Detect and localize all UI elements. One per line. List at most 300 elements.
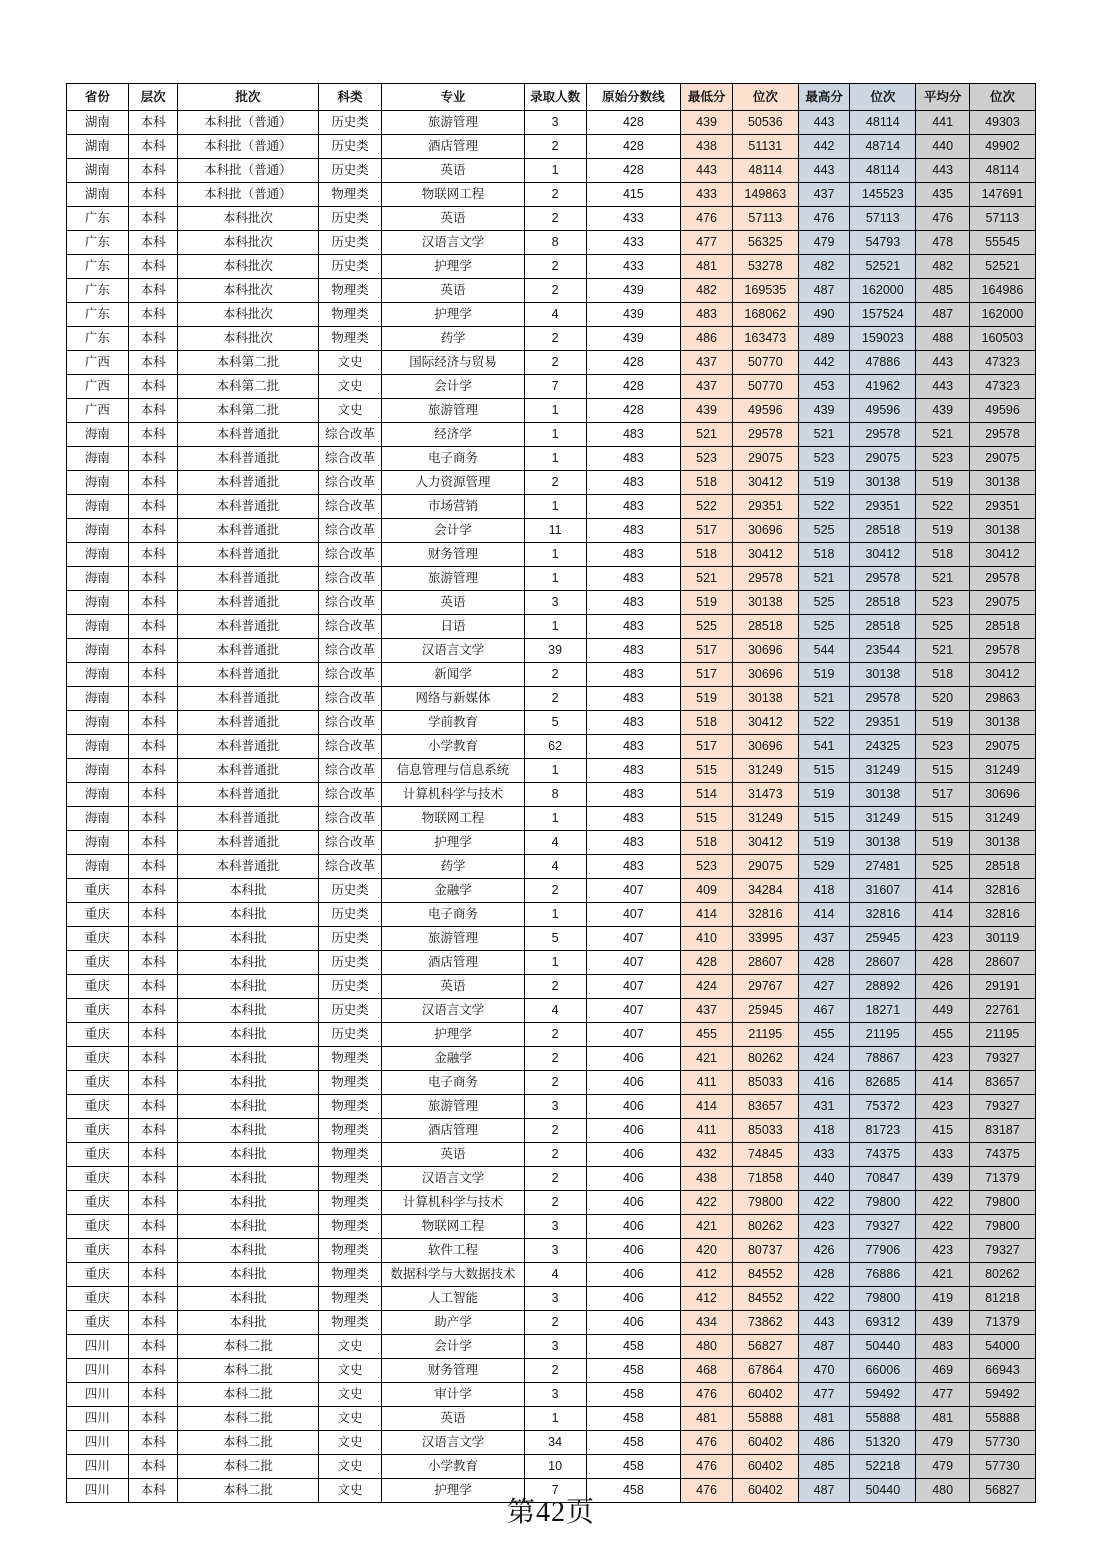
cell-raw-score-line: 458 bbox=[586, 1431, 681, 1455]
cell-avg-rank: 147691 bbox=[969, 183, 1035, 207]
cell-major: 人工智能 bbox=[382, 1287, 524, 1311]
cell-max-rank: 74375 bbox=[850, 1143, 916, 1167]
table-row bbox=[67, 711, 1036, 735]
cell-min-rank: 50770 bbox=[732, 351, 798, 375]
cell-level: 本科 bbox=[128, 1407, 177, 1431]
cell-min-score: 517 bbox=[681, 735, 733, 759]
cell-level: 本科 bbox=[128, 663, 177, 687]
cell-province: 海南 bbox=[67, 759, 129, 783]
cell-province: 广西 bbox=[67, 399, 129, 423]
cell-raw-score-line: 483 bbox=[586, 495, 681, 519]
cell-max-score: 525 bbox=[798, 519, 850, 543]
cell-raw-score-line: 439 bbox=[586, 303, 681, 327]
cell-raw-score-line: 483 bbox=[586, 567, 681, 591]
cell-major: 旅游管理 bbox=[382, 567, 524, 591]
cell-batch: 本科普通批 bbox=[178, 471, 318, 495]
cell-max-score: 439 bbox=[798, 399, 850, 423]
cell-major: 汉语言文学 bbox=[382, 1431, 524, 1455]
cell-level: 本科 bbox=[128, 375, 177, 399]
cell-raw-score-line: 458 bbox=[586, 1455, 681, 1479]
cell-level: 本科 bbox=[128, 1383, 177, 1407]
cell-category: 历史类 bbox=[318, 951, 382, 975]
cell-raw-score-line: 483 bbox=[586, 447, 681, 471]
table-row bbox=[67, 303, 1036, 327]
cell-min-score: 518 bbox=[681, 831, 733, 855]
cell-province: 湖南 bbox=[67, 135, 129, 159]
cell-province: 海南 bbox=[67, 711, 129, 735]
cell-max-score: 422 bbox=[798, 1191, 850, 1215]
cell-batch: 本科普通批 bbox=[178, 831, 318, 855]
cell-batch: 本科二批 bbox=[178, 1383, 318, 1407]
cell-min-score: 476 bbox=[681, 207, 733, 231]
cell-max-rank: 21195 bbox=[850, 1023, 916, 1047]
cell-province: 海南 bbox=[67, 423, 129, 447]
cell-province: 广东 bbox=[67, 231, 129, 255]
cell-avg-rank: 29075 bbox=[969, 591, 1035, 615]
cell-max-score: 426 bbox=[798, 1239, 850, 1263]
cell-avg-rank: 49303 bbox=[969, 111, 1035, 135]
cell-province: 湖南 bbox=[67, 111, 129, 135]
cell-admitted-count: 2 bbox=[524, 255, 586, 279]
cell-max-rank: 31249 bbox=[850, 759, 916, 783]
cell-max-rank: 162000 bbox=[850, 279, 916, 303]
cell-admitted-count: 1 bbox=[524, 951, 586, 975]
cell-max-rank: 29351 bbox=[850, 711, 916, 735]
cell-min-rank: 79800 bbox=[732, 1191, 798, 1215]
cell-avg-rank: 47323 bbox=[969, 375, 1035, 399]
cell-province: 海南 bbox=[67, 471, 129, 495]
cell-batch: 本科普通批 bbox=[178, 807, 318, 831]
cell-admitted-count: 1 bbox=[524, 159, 586, 183]
cell-max-score: 515 bbox=[798, 759, 850, 783]
cell-avg-score: 439 bbox=[916, 1311, 970, 1335]
cell-min-rank: 56325 bbox=[732, 231, 798, 255]
cell-level: 本科 bbox=[128, 1191, 177, 1215]
table-row bbox=[67, 567, 1036, 591]
cell-min-rank: 60402 bbox=[732, 1479, 798, 1503]
cell-min-rank: 50536 bbox=[732, 111, 798, 135]
cell-province: 四川 bbox=[67, 1383, 129, 1407]
cell-avg-rank: 29075 bbox=[969, 447, 1035, 471]
cell-max-rank: 28518 bbox=[850, 615, 916, 639]
cell-min-score: 480 bbox=[681, 1335, 733, 1359]
cell-raw-score-line: 433 bbox=[586, 207, 681, 231]
cell-max-rank: 25945 bbox=[850, 927, 916, 951]
cell-avg-rank: 164986 bbox=[969, 279, 1035, 303]
cell-min-rank: 28607 bbox=[732, 951, 798, 975]
cell-min-score: 521 bbox=[681, 567, 733, 591]
cell-batch: 本科批 bbox=[178, 1119, 318, 1143]
cell-avg-rank: 66943 bbox=[969, 1359, 1035, 1383]
cell-min-rank: 29075 bbox=[732, 855, 798, 879]
cell-category: 历史类 bbox=[318, 255, 382, 279]
cell-province: 海南 bbox=[67, 639, 129, 663]
cell-batch: 本科普通批 bbox=[178, 567, 318, 591]
cell-admitted-count: 4 bbox=[524, 999, 586, 1023]
cell-min-score: 517 bbox=[681, 519, 733, 543]
table-row bbox=[67, 903, 1036, 927]
cell-max-score: 440 bbox=[798, 1167, 850, 1191]
cell-avg-rank: 79800 bbox=[969, 1191, 1035, 1215]
cell-max-rank: 30138 bbox=[850, 831, 916, 855]
cell-max-rank: 50440 bbox=[850, 1479, 916, 1503]
cell-level: 本科 bbox=[128, 783, 177, 807]
cell-avg-rank: 48114 bbox=[969, 159, 1035, 183]
cell-category: 物理类 bbox=[318, 1191, 382, 1215]
table-row bbox=[67, 735, 1036, 759]
cell-province: 广东 bbox=[67, 255, 129, 279]
cell-raw-score-line: 483 bbox=[586, 735, 681, 759]
cell-raw-score-line: 428 bbox=[586, 135, 681, 159]
cell-level: 本科 bbox=[128, 303, 177, 327]
cell-max-rank: 28518 bbox=[850, 519, 916, 543]
table-row bbox=[67, 1143, 1036, 1167]
cell-province: 海南 bbox=[67, 807, 129, 831]
cell-level: 本科 bbox=[128, 279, 177, 303]
cell-province: 重庆 bbox=[67, 1311, 129, 1335]
cell-category: 文史 bbox=[318, 1455, 382, 1479]
table-header bbox=[67, 84, 1036, 111]
cell-admitted-count: 2 bbox=[524, 1143, 586, 1167]
cell-avg-rank: 80262 bbox=[969, 1263, 1035, 1287]
cell-raw-score-line: 428 bbox=[586, 375, 681, 399]
cell-level: 本科 bbox=[128, 1215, 177, 1239]
cell-province: 重庆 bbox=[67, 1047, 129, 1071]
cell-batch: 本科批 bbox=[178, 1239, 318, 1263]
cell-raw-score-line: 483 bbox=[586, 687, 681, 711]
cell-min-rank: 30696 bbox=[732, 663, 798, 687]
cell-batch: 本科批 bbox=[178, 927, 318, 951]
column-header-max-score: 最高分 bbox=[798, 84, 850, 111]
cell-min-score: 438 bbox=[681, 135, 733, 159]
cell-min-score: 523 bbox=[681, 447, 733, 471]
cell-admitted-count: 2 bbox=[524, 1047, 586, 1071]
cell-major: 药学 bbox=[382, 855, 524, 879]
cell-min-rank: 55888 bbox=[732, 1407, 798, 1431]
cell-max-rank: 54793 bbox=[850, 231, 916, 255]
cell-avg-rank: 29191 bbox=[969, 975, 1035, 999]
cell-min-rank: 28518 bbox=[732, 615, 798, 639]
cell-min-rank: 33995 bbox=[732, 927, 798, 951]
cell-admitted-count: 1 bbox=[524, 807, 586, 831]
cell-min-score: 514 bbox=[681, 783, 733, 807]
table-row bbox=[67, 207, 1036, 231]
cell-max-score: 470 bbox=[798, 1359, 850, 1383]
cell-admitted-count: 2 bbox=[524, 1311, 586, 1335]
cell-min-score: 421 bbox=[681, 1215, 733, 1239]
cell-raw-score-line: 406 bbox=[586, 1287, 681, 1311]
cell-min-rank: 49596 bbox=[732, 399, 798, 423]
table-row bbox=[67, 831, 1036, 855]
cell-major: 英语 bbox=[382, 159, 524, 183]
cell-min-rank: 80262 bbox=[732, 1215, 798, 1239]
cell-major: 会计学 bbox=[382, 519, 524, 543]
cell-max-score: 522 bbox=[798, 711, 850, 735]
cell-min-rank: 80262 bbox=[732, 1047, 798, 1071]
cell-min-rank: 60402 bbox=[732, 1455, 798, 1479]
table-row bbox=[67, 375, 1036, 399]
cell-min-score: 517 bbox=[681, 639, 733, 663]
cell-province: 重庆 bbox=[67, 1239, 129, 1263]
cell-batch: 本科批 bbox=[178, 1263, 318, 1287]
cell-avg-score: 519 bbox=[916, 711, 970, 735]
cell-max-rank: 157524 bbox=[850, 303, 916, 327]
cell-batch: 本科批次 bbox=[178, 327, 318, 351]
cell-category: 物理类 bbox=[318, 303, 382, 327]
cell-avg-score: 469 bbox=[916, 1359, 970, 1383]
cell-min-score: 476 bbox=[681, 1383, 733, 1407]
cell-min-rank: 149863 bbox=[732, 183, 798, 207]
cell-level: 本科 bbox=[128, 1167, 177, 1191]
cell-max-rank: 29578 bbox=[850, 423, 916, 447]
cell-min-score: 437 bbox=[681, 351, 733, 375]
cell-avg-score: 433 bbox=[916, 1143, 970, 1167]
cell-min-score: 432 bbox=[681, 1143, 733, 1167]
cell-min-score: 412 bbox=[681, 1287, 733, 1311]
cell-max-rank: 57113 bbox=[850, 207, 916, 231]
cell-level: 本科 bbox=[128, 1071, 177, 1095]
cell-max-score: 477 bbox=[798, 1383, 850, 1407]
cell-raw-score-line: 433 bbox=[586, 231, 681, 255]
cell-max-rank: 49596 bbox=[850, 399, 916, 423]
cell-level: 本科 bbox=[128, 1359, 177, 1383]
cell-raw-score-line: 407 bbox=[586, 951, 681, 975]
table-row bbox=[67, 591, 1036, 615]
cell-avg-score: 435 bbox=[916, 183, 970, 207]
table-row bbox=[67, 759, 1036, 783]
cell-raw-score-line: 483 bbox=[586, 639, 681, 663]
cell-avg-rank: 59492 bbox=[969, 1383, 1035, 1407]
cell-level: 本科 bbox=[128, 1239, 177, 1263]
cell-province: 海南 bbox=[67, 591, 129, 615]
cell-avg-score: 517 bbox=[916, 783, 970, 807]
cell-avg-score: 479 bbox=[916, 1431, 970, 1455]
cell-major: 物联网工程 bbox=[382, 807, 524, 831]
table-row bbox=[67, 1191, 1036, 1215]
cell-avg-score: 482 bbox=[916, 255, 970, 279]
cell-raw-score-line: 407 bbox=[586, 927, 681, 951]
cell-admitted-count: 8 bbox=[524, 231, 586, 255]
cell-min-score: 468 bbox=[681, 1359, 733, 1383]
cell-max-rank: 32816 bbox=[850, 903, 916, 927]
cell-category: 物理类 bbox=[318, 1287, 382, 1311]
cell-max-score: 487 bbox=[798, 1479, 850, 1503]
cell-raw-score-line: 439 bbox=[586, 279, 681, 303]
cell-min-score: 518 bbox=[681, 471, 733, 495]
cell-max-score: 485 bbox=[798, 1455, 850, 1479]
cell-category: 文史 bbox=[318, 375, 382, 399]
cell-batch: 本科普通批 bbox=[178, 735, 318, 759]
cell-min-score: 483 bbox=[681, 303, 733, 327]
cell-min-rank: 57113 bbox=[732, 207, 798, 231]
cell-raw-score-line: 406 bbox=[586, 1215, 681, 1239]
cell-max-rank: 27481 bbox=[850, 855, 916, 879]
cell-raw-score-line: 406 bbox=[586, 1143, 681, 1167]
cell-admitted-count: 4 bbox=[524, 831, 586, 855]
column-header-min-score: 最低分 bbox=[681, 84, 733, 111]
cell-major: 汉语言文学 bbox=[382, 999, 524, 1023]
cell-level: 本科 bbox=[128, 471, 177, 495]
cell-level: 本科 bbox=[128, 495, 177, 519]
cell-province: 重庆 bbox=[67, 975, 129, 999]
cell-raw-score-line: 483 bbox=[586, 591, 681, 615]
cell-raw-score-line: 483 bbox=[586, 663, 681, 687]
cell-raw-score-line: 406 bbox=[586, 1239, 681, 1263]
cell-avg-rank: 21195 bbox=[969, 1023, 1035, 1047]
cell-category: 文史 bbox=[318, 351, 382, 375]
cell-major: 助产学 bbox=[382, 1311, 524, 1335]
cell-level: 本科 bbox=[128, 711, 177, 735]
cell-avg-score: 439 bbox=[916, 399, 970, 423]
cell-category: 物理类 bbox=[318, 1215, 382, 1239]
cell-avg-rank: 79800 bbox=[969, 1215, 1035, 1239]
cell-admitted-count: 2 bbox=[524, 1359, 586, 1383]
cell-major: 汉语言文学 bbox=[382, 231, 524, 255]
cell-max-score: 431 bbox=[798, 1095, 850, 1119]
cell-level: 本科 bbox=[128, 1119, 177, 1143]
column-header-raw-score-line: 原始分数线 bbox=[586, 84, 681, 111]
cell-avg-score: 449 bbox=[916, 999, 970, 1023]
cell-avg-rank: 29578 bbox=[969, 567, 1035, 591]
table-row bbox=[67, 1335, 1036, 1359]
cell-max-score: 437 bbox=[798, 183, 850, 207]
cell-min-score: 428 bbox=[681, 951, 733, 975]
cell-batch: 本科批 bbox=[178, 1023, 318, 1047]
cell-max-rank: 30138 bbox=[850, 471, 916, 495]
cell-province: 重庆 bbox=[67, 1263, 129, 1287]
cell-raw-score-line: 415 bbox=[586, 183, 681, 207]
cell-avg-rank: 47323 bbox=[969, 351, 1035, 375]
cell-avg-score: 419 bbox=[916, 1287, 970, 1311]
cell-category: 综合改革 bbox=[318, 687, 382, 711]
cell-province: 海南 bbox=[67, 543, 129, 567]
cell-raw-score-line: 406 bbox=[586, 1119, 681, 1143]
cell-avg-rank: 29578 bbox=[969, 423, 1035, 447]
cell-level: 本科 bbox=[128, 951, 177, 975]
table-row bbox=[67, 615, 1036, 639]
cell-max-score: 525 bbox=[798, 615, 850, 639]
cell-max-score: 424 bbox=[798, 1047, 850, 1071]
cell-major: 计算机科学与技术 bbox=[382, 1191, 524, 1215]
cell-level: 本科 bbox=[128, 999, 177, 1023]
cell-major: 电子商务 bbox=[382, 1071, 524, 1095]
cell-min-rank: 74845 bbox=[732, 1143, 798, 1167]
cell-category: 物理类 bbox=[318, 1239, 382, 1263]
cell-min-score: 523 bbox=[681, 855, 733, 879]
cell-level: 本科 bbox=[128, 399, 177, 423]
cell-max-rank: 30138 bbox=[850, 783, 916, 807]
cell-level: 本科 bbox=[128, 1095, 177, 1119]
table-row bbox=[67, 279, 1036, 303]
table-row bbox=[67, 975, 1036, 999]
cell-major: 金融学 bbox=[382, 1047, 524, 1071]
cell-max-score: 442 bbox=[798, 351, 850, 375]
cell-min-rank: 71858 bbox=[732, 1167, 798, 1191]
cell-avg-rank: 57113 bbox=[969, 207, 1035, 231]
table-row bbox=[67, 471, 1036, 495]
cell-max-rank: 29351 bbox=[850, 495, 916, 519]
cell-avg-score: 525 bbox=[916, 615, 970, 639]
cell-max-rank: 29075 bbox=[850, 447, 916, 471]
table-row bbox=[67, 327, 1036, 351]
cell-category: 文史 bbox=[318, 1335, 382, 1359]
cell-max-rank: 31249 bbox=[850, 807, 916, 831]
cell-min-score: 482 bbox=[681, 279, 733, 303]
table-row bbox=[67, 447, 1036, 471]
cell-province: 海南 bbox=[67, 495, 129, 519]
cell-province: 四川 bbox=[67, 1359, 129, 1383]
cell-admitted-count: 2 bbox=[524, 327, 586, 351]
cell-category: 综合改革 bbox=[318, 831, 382, 855]
table-row bbox=[67, 687, 1036, 711]
table-row bbox=[67, 1311, 1036, 1335]
cell-max-rank: 79800 bbox=[850, 1287, 916, 1311]
cell-max-rank: 28518 bbox=[850, 591, 916, 615]
cell-min-score: 481 bbox=[681, 255, 733, 279]
cell-major: 汉语言文学 bbox=[382, 1167, 524, 1191]
cell-min-rank: 30696 bbox=[732, 735, 798, 759]
cell-batch: 本科普通批 bbox=[178, 663, 318, 687]
cell-raw-score-line: 428 bbox=[586, 351, 681, 375]
cell-avg-rank: 28607 bbox=[969, 951, 1035, 975]
cell-min-rank: 30412 bbox=[732, 711, 798, 735]
cell-batch: 本科批 bbox=[178, 1071, 318, 1095]
cell-avg-rank: 79327 bbox=[969, 1095, 1035, 1119]
cell-min-score: 476 bbox=[681, 1479, 733, 1503]
table-row bbox=[67, 135, 1036, 159]
cell-raw-score-line: 458 bbox=[586, 1407, 681, 1431]
cell-category: 历史类 bbox=[318, 927, 382, 951]
cell-avg-score: 522 bbox=[916, 495, 970, 519]
cell-avg-score: 443 bbox=[916, 375, 970, 399]
cell-major: 市场营销 bbox=[382, 495, 524, 519]
cell-admitted-count: 5 bbox=[524, 927, 586, 951]
cell-province: 四川 bbox=[67, 1479, 129, 1503]
cell-raw-score-line: 483 bbox=[586, 711, 681, 735]
cell-raw-score-line: 406 bbox=[586, 1071, 681, 1095]
cell-max-score: 482 bbox=[798, 255, 850, 279]
cell-admitted-count: 7 bbox=[524, 1479, 586, 1503]
cell-major: 数据科学与大数据技术 bbox=[382, 1263, 524, 1287]
cell-max-rank: 24325 bbox=[850, 735, 916, 759]
cell-level: 本科 bbox=[128, 111, 177, 135]
cell-avg-score: 443 bbox=[916, 159, 970, 183]
cell-max-rank: 30138 bbox=[850, 663, 916, 687]
cell-batch: 本科批 bbox=[178, 1287, 318, 1311]
cell-avg-rank: 49902 bbox=[969, 135, 1035, 159]
cell-avg-score: 415 bbox=[916, 1119, 970, 1143]
cell-raw-score-line: 406 bbox=[586, 1311, 681, 1335]
column-header-min-rank: 位次 bbox=[732, 84, 798, 111]
cell-avg-score: 521 bbox=[916, 423, 970, 447]
cell-max-rank: 47886 bbox=[850, 351, 916, 375]
table-row bbox=[67, 351, 1036, 375]
cell-max-rank: 82685 bbox=[850, 1071, 916, 1095]
cell-category: 综合改革 bbox=[318, 567, 382, 591]
cell-min-rank: 85033 bbox=[732, 1071, 798, 1095]
cell-max-rank: 48114 bbox=[850, 111, 916, 135]
cell-admitted-count: 3 bbox=[524, 591, 586, 615]
cell-category: 综合改革 bbox=[318, 711, 382, 735]
cell-province: 广东 bbox=[67, 303, 129, 327]
cell-min-rank: 29351 bbox=[732, 495, 798, 519]
cell-major: 汉语言文学 bbox=[382, 639, 524, 663]
cell-raw-score-line: 439 bbox=[586, 327, 681, 351]
cell-max-score: 467 bbox=[798, 999, 850, 1023]
cell-level: 本科 bbox=[128, 1455, 177, 1479]
cell-avg-score: 443 bbox=[916, 351, 970, 375]
cell-avg-rank: 49596 bbox=[969, 399, 1035, 423]
